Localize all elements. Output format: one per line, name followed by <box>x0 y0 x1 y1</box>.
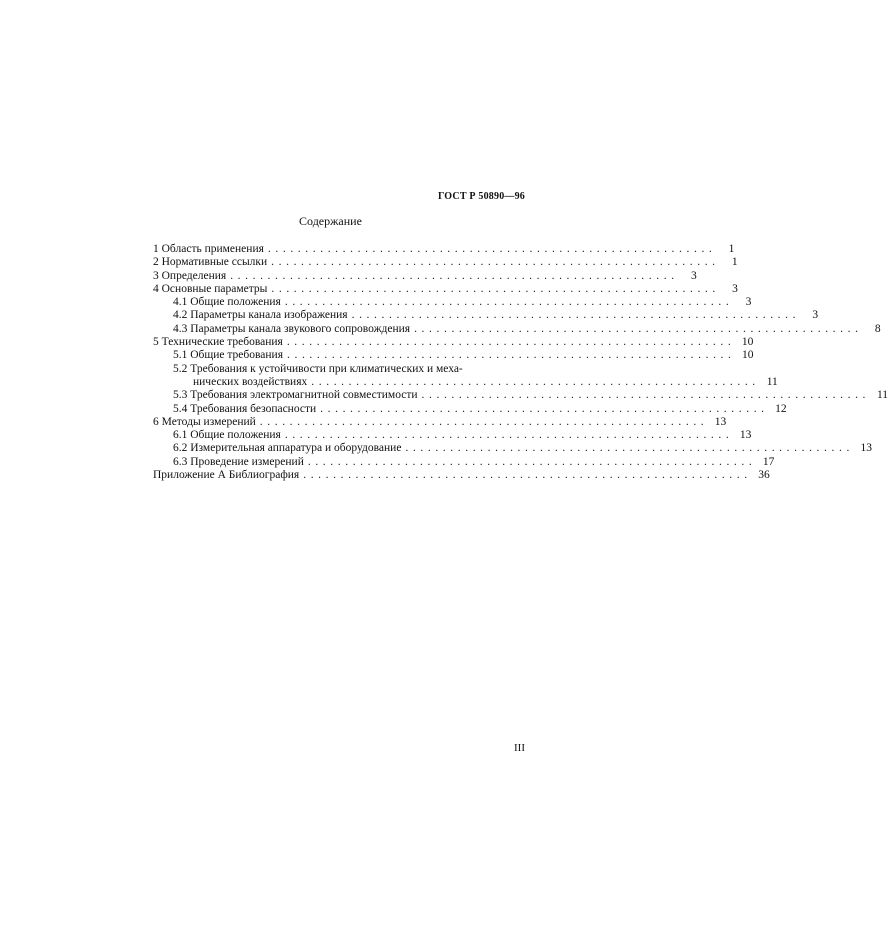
toc-entry-label: 5.2 Требования к устойчивости при климатических и меха- <box>173 362 463 375</box>
toc-entry <box>153 415 727 429</box>
toc-entry <box>153 455 775 469</box>
toc-title: Содержание <box>299 214 362 228</box>
toc-leader-dots: ............................................................ <box>271 256 720 269</box>
toc-entry-label: 1 Область применения <box>153 243 264 255</box>
toc-entry <box>153 282 738 296</box>
toc-entry-label: 5.3 Требования электромагнитной совместимости <box>173 389 418 402</box>
toc-leader-dots: ............................................................ <box>421 389 871 402</box>
toc-entry <box>153 363 525 376</box>
toc-entry-label: 3 Определения <box>153 269 227 282</box>
toc-entry <box>153 469 770 482</box>
toc-entry-label: 4.3 Параметры канала звукового сопровождения <box>173 322 411 335</box>
toc-entry-label: 6 Методы измерений <box>153 415 256 428</box>
toc-entry-page: 36 <box>758 469 770 482</box>
toc-leader-dots: ............................................................ <box>284 296 734 309</box>
toc-entry-page: 10 <box>742 349 754 362</box>
toc-leader-dots: ............................................................ <box>286 336 736 349</box>
toc-entry-label: 4.1 Общие положения <box>173 296 281 309</box>
toc-leader-dots: ............................................................ <box>230 269 679 282</box>
toc-leader-dots: ............................................................ <box>307 455 757 468</box>
toc-entry-page: 11 <box>766 375 778 388</box>
toc-entry-page: 3 <box>732 282 738 295</box>
toc-entry-label: 5.4 Требования безопасности <box>173 402 317 415</box>
document-code: ГОСТ Р 50890—96 <box>437 191 525 202</box>
toc-entry <box>153 309 819 322</box>
toc-entry-page: 13 <box>714 415 727 428</box>
toc-entry <box>153 322 881 336</box>
toc-leader-dots: ............................................................ <box>287 349 736 362</box>
toc-entry-page: 1 <box>731 256 738 269</box>
toc-entry <box>153 429 752 442</box>
toc-leader-dots: ............................................................ <box>259 415 709 428</box>
toc-entry-page: 3 <box>745 296 752 309</box>
toc-entry-page: 13 <box>860 442 872 455</box>
toc-leader-dots: ............................................................ <box>351 309 801 322</box>
toc-entry-label: Приложение А Библиография <box>153 469 300 482</box>
toc-entry-page: 12 <box>775 402 787 415</box>
toc-leader-dots: ............................................................ <box>405 442 854 455</box>
toc-entry <box>153 402 787 416</box>
toc-leader-dots: ............................................................ <box>414 322 863 335</box>
toc-entry <box>153 296 752 309</box>
toc-entry <box>153 256 738 269</box>
toc-entry-page: 3 <box>690 269 697 282</box>
toc-leader-dots: ............................................................ <box>311 375 760 388</box>
toc-entry-page: 17 <box>762 455 775 468</box>
toc-entry-page: 11 <box>876 389 888 402</box>
toc-entry-label: нических воздействиях <box>193 375 308 388</box>
toc-entry-page: 1 <box>728 243 735 255</box>
toc-entry-page: 10 <box>741 336 754 349</box>
toc-entry-label: 2 Нормативные ссылки <box>153 256 268 269</box>
toc-entry-label: 6.3 Проведение измерений <box>173 455 304 468</box>
toc-entry <box>153 243 735 256</box>
toc-entry-label: 5.1 Общие требования <box>173 349 283 362</box>
toc-leader-dots: ............................................................ <box>320 402 769 415</box>
table-of-contents <box>153 243 888 482</box>
toc-leader-dots: ............................................................ <box>303 469 752 482</box>
toc-entry-label: 4 Основные параметры <box>153 282 268 295</box>
toc-entry <box>153 336 754 349</box>
toc-entry <box>153 269 697 283</box>
page-number: III <box>514 742 525 754</box>
toc-entry <box>153 375 778 389</box>
toc-entry-page: 3 <box>812 309 819 322</box>
toc-entry <box>153 389 888 402</box>
toc-leader-dots: ............................................................ <box>284 429 734 442</box>
toc-entry-label: 6.2 Измерительная аппаратура и оборудование <box>173 442 402 455</box>
toc-entry-label: 6.1 Общие положения <box>173 429 281 442</box>
toc-entry <box>153 349 754 362</box>
toc-entry-page: 8 <box>874 322 881 335</box>
toc-entry-label: 5 Технические требования <box>153 336 283 349</box>
toc-leader-dots: ............................................................ <box>271 282 720 295</box>
toc-entry-label: 4.2 Параметры канала изображения <box>173 309 348 322</box>
toc-entry <box>153 442 872 455</box>
toc-leader-dots: ............................................................ <box>267 243 717 255</box>
toc-entry-page: 13 <box>739 429 752 442</box>
